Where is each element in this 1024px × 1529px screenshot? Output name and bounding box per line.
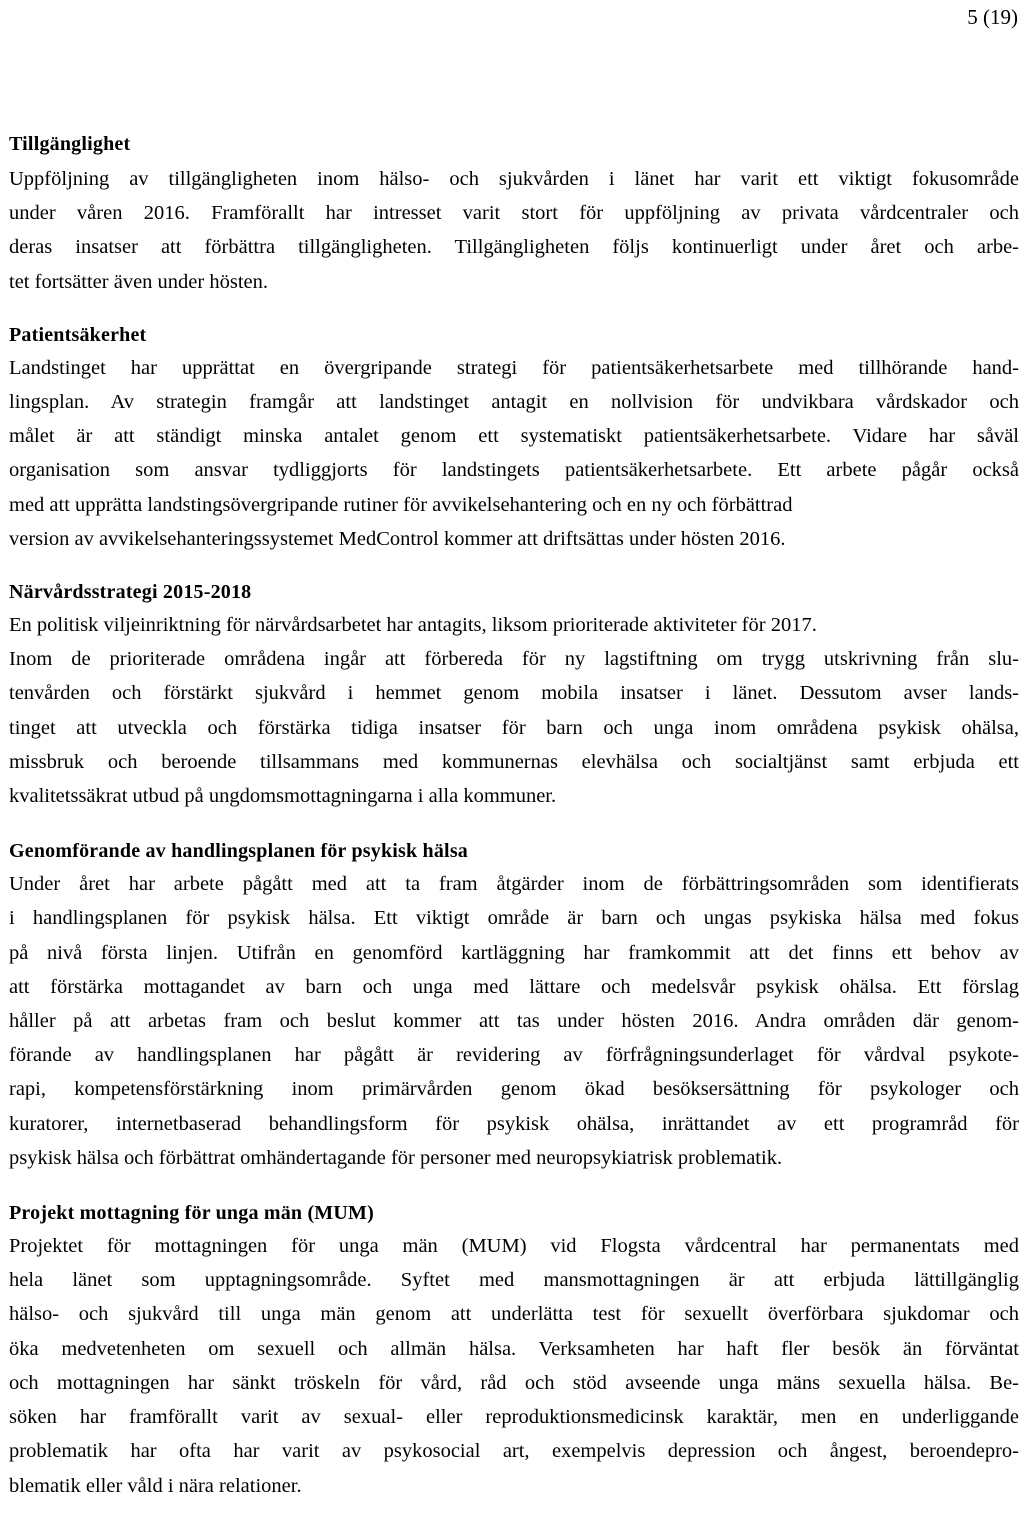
paragraph-line: förande av handlingsplanen har pågått är revidering av förfrågningsunderlaget för vårdval psykote- (9, 1044, 1019, 1067)
paragraph-line: och mottagningen har sänkt tröskeln för vård, råd och stöd avseende unga mäns sexuella hälsa. Be- (9, 1371, 1019, 1394)
section-mum (9, 1201, 1019, 1503)
paragraph-line: kuratorer, internetbaserad behandlingsform för psykisk ohälsa, inrättandet av ett programråd för (9, 1112, 1019, 1135)
paragraph-line: att förstärka mottagandet av barn och unga med lättare och medelsvår psykisk ohälsa. Ett förslag (9, 975, 1019, 998)
section-paragraph (9, 351, 1019, 556)
paragraph-line: rapi, kompetensförstärkning inom primärvården genom ökad besöksersättning för psykologer och (9, 1078, 1019, 1101)
paragraph-line: lingsplan. Av strategin framgår att landstinget antagit en nollvision för undvikbara vårdskador och (9, 391, 1019, 414)
section-heading: Projekt mottagning för unga män (MUM) (9, 1202, 374, 1225)
document-body (9, 132, 1019, 1503)
paragraph-line: kvalitetssäkrat utbud på ungdomsmottagningarna i alla kommuner. (9, 785, 557, 808)
paragraph-line: öka medvetenheten om sexuell och allmän hälsa. Verksamheten har haft fler besök än förväntat (9, 1337, 1019, 1360)
section-heading: Genomförande av handlingsplanen för psykisk hälsa (9, 840, 468, 863)
section-paragraph (9, 867, 1019, 1175)
section-heading: Tillgänglighet (9, 133, 131, 155)
paragraph-line: på nivå första linjen. Utifrån en genomförd kartläggning har framkommit att det finns ett behov av (9, 941, 1019, 964)
paragraph-line: organisation som ansvar tydliggjorts för landstingets patientsäkerhetsarbete. Ett arbete pågår också (9, 459, 1019, 482)
paragraph-line: Projektet för mottagningen för unga män (MUM) vid Flogsta vårdcentral har permanentats med (9, 1235, 1019, 1258)
paragraph-line: tinget att utveckla och förstärka tidiga insatser för barn och unga inom områdena psykisk ohälsa, (9, 716, 1019, 739)
paragraph-line: version av avvikelsehanteringssystemet MedControl kommer att driftsättas under hösten 2016. (9, 527, 786, 550)
paragraph-line: Uppföljning av tillgängligheten inom hälso- och sjukvården i länet har varit ett viktigt fokusområde (9, 168, 1019, 190)
section-paragraph (9, 162, 1019, 299)
paragraph-line: Inom de prioriterade områdena ingår att förbereda för ny lagstiftning om trygg utskrivning från slu- (9, 648, 1019, 671)
paragraph-line: söken har framförallt varit av sexual- eller reproduktionsmedicinsk karaktär, men en underliggande (9, 1406, 1019, 1429)
paragraph-line: målet är att ständigt minska antalet genom ett systematiskt patientsäkerhetsarbete. Vidare har såväl (9, 425, 1019, 448)
paragraph-line: tenvården och förstärkt sjukvård i hemmet genom mobila insatser i länet. Dessutom avser lands- (9, 682, 1019, 705)
section-tillganglighet (9, 132, 1019, 299)
paragraph-line: Under året har arbete pågått med att ta fram åtgärder inom de förbättringsområden som identifierats (9, 873, 1019, 896)
paragraph-line: psykisk hälsa och förbättrat omhändertagande för personer med neuropsykiatrisk problematik. (9, 1146, 783, 1169)
paragraph-line: hela länet som upptagningsområde. Syftet med mansmottagningen är att erbjuda lättillgänglig (9, 1269, 1019, 1292)
section-genomforande (9, 839, 1019, 1175)
paragraph-line: deras insatser att förbättra tillgängligheten. Tillgängligheten följs kontinuerligt under året och arbe- (9, 236, 1019, 259)
paragraph-line: hälso- och sjukvård till unga män genom att underlätta test för sexuellt överförbara sjukdomar och (9, 1303, 1019, 1326)
paragraph-line: Landstinget har upprättat en övergripande strategi för patientsäkerhetsarbete med tillhörande hand- (9, 356, 1019, 379)
section-heading: Närvårdsstrategi 2015-2018 (9, 581, 252, 604)
page-number: 5 (19) (967, 5, 1018, 29)
paragraph-line: blematik eller våld i nära relationer. (9, 1474, 302, 1497)
paragraph-line: håller på att arbetas fram och beslut kommer att tas under hösten 2016. Andra områden där genom- (9, 1010, 1019, 1033)
paragraph-line: tet fortsätter även under hösten. (9, 270, 269, 293)
section-patientsakerhet (9, 323, 1019, 556)
paragraph-line: i handlingsplanen för psykisk hälsa. Ett viktigt område är barn och ungas psykiska hälsa med fokus (9, 907, 1019, 930)
paragraph-line: under våren 2016. Framförallt har intresset varit stort för uppföljning av privata vårdcentraler och (9, 202, 1019, 225)
section-heading: Patientsäkerhet (9, 323, 147, 346)
paragraph-line: En politisk viljeinriktning för närvårdsarbetet har antagits, liksom prioriterade aktiviteter för 2017. (9, 614, 817, 637)
section-paragraph (9, 1229, 1019, 1503)
paragraph-line: problematik har ofta har varit av psykosocial art, exempelvis depression och ångest, beroendepro- (9, 1440, 1019, 1463)
section-paragraph (9, 608, 1019, 813)
section-narvardsstrategi (9, 580, 1019, 813)
paragraph-line: missbruk och beroende tillsammans med kommunernas elevhälsa och socialtjänst samt erbjuda ett (9, 750, 1019, 773)
paragraph-line: med att upprätta landstingsövergripande rutiner för avvikelsehantering och en ny och förbättrad (9, 493, 793, 516)
